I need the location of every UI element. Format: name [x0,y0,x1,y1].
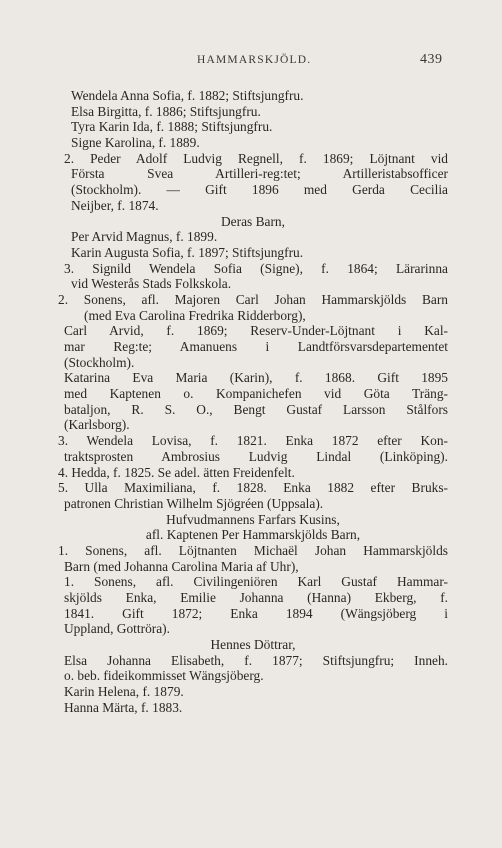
text-line: (Stockholm). [64,354,135,370]
text-line: Hanna Märta, f. 1883. [64,699,183,715]
text-line: Neijber, f. 1874. [71,197,159,213]
text-line: 1841. Gift 1872; Enka 1894 (Wängsjöberg i [64,605,448,621]
text-line: patronen Christian Wilhelm Sjögréen (Uppsala). [64,495,324,511]
text-line: o. beb. fideikommisset Wängsjöberg. [64,668,264,684]
text-line: Wendela Anna Sofia, f. 1882; Stiftsjungfru. [71,88,304,103]
text-line: (med Eva Carolina Fredrika Ridderborg), [84,307,306,323]
text-body [58,88,448,716]
page-number: 439 [420,52,443,67]
text-line: Hufvudmannens Farfars Kusins, [166,511,340,527]
text-line: 2. Sonens, afl. Majoren Carl Johan Hammarskjölds Barn [58,291,448,307]
text-line: Karin Helena, f. 1879. [64,684,184,700]
text-line: (Karlsborg). [64,417,130,433]
text-line: Barn (med Johanna Carolina Maria af Uhr), [64,558,299,574]
text-line: Carl Arvid, f. 1869; Reserv-Under-Löjtnant i Kal- [64,323,448,339]
text-line: med Kaptenen o. Kompanichefen vid Göta Träng- [64,386,448,402]
text-line: skjölds Enka, Emilie Johanna (Hanna) Ekberg, f. [64,590,448,605]
text-line: 1. Sonens, afl. Löjtnanten Michaël Johan Hammarskjölds [58,542,448,558]
text-line: vid Westerås Stads Folkskola. [71,276,232,292]
text-line: Första Svea Artilleri-reg:tet; Artilleristabsofficer [71,166,448,182]
text-line: (Stockholm). — Gift 1896 med Gerda Cecilia [71,182,448,198]
text-line: Karin Augusta Sofia, f. 1897; Stiftsjungfru. [71,244,304,260]
text-line: mar Reg:te; Amanuens i Landtförsvarsdepartementet [64,339,448,354]
text-line: Uppland, Gottröra). [64,621,170,637]
text-line: Elsa Johanna Elisabeth, f. 1877; Stiftsjungfru; Inneh. [64,652,448,668]
text-line: 5. Ulla Maximiliana, f. 1828. Enka 1882 efter Bruks- [58,480,448,496]
text-line: Katarina Eva Maria (Karin), f. 1868. Gift 1895 [64,370,448,386]
text-line: 2. Peder Adolf Ludvig Regnell, f. 1869; Löjtnant vid [64,150,448,166]
text-line: 1. Sonens, afl. Civilingeniören Karl Gustaf Hammar- [64,574,448,590]
text-line: traktsprosten Ambrosius Ludvig Lindal (Linköping). [64,448,448,464]
text-line: Elsa Birgitta, f. 1886; Stiftsjungfru. [71,103,261,119]
text-line: 4. Hedda, f. 1825. Se adel. ätten Freidenfelt. [58,464,295,480]
text-line: Signe Karolina, f. 1889. [71,135,200,151]
text-line: Tyra Karin Ida, f. 1888; Stiftsjungfru. [71,119,273,135]
text-line: 3. Signild Wendela Sofia (Signe), f. 1864; Lärarinna [64,260,448,276]
text-line: 3. Wendela Lovisa, f. 1821. Enka 1872 efter Kon- [58,433,448,449]
text-line: Per Arvid Magnus, f. 1899. [71,229,218,245]
running-head: HAMMARSKJÖLD. [197,54,312,66]
text-line: Deras Barn, [221,213,285,229]
text-line: afl. Kaptenen Per Hammarskjölds Barn, [145,527,361,543]
text-line: Hennes Döttrar, [210,637,296,653]
text-line: bataljon, R. S. O., Bengt Gustaf Larsson Stålfors [64,401,448,417]
